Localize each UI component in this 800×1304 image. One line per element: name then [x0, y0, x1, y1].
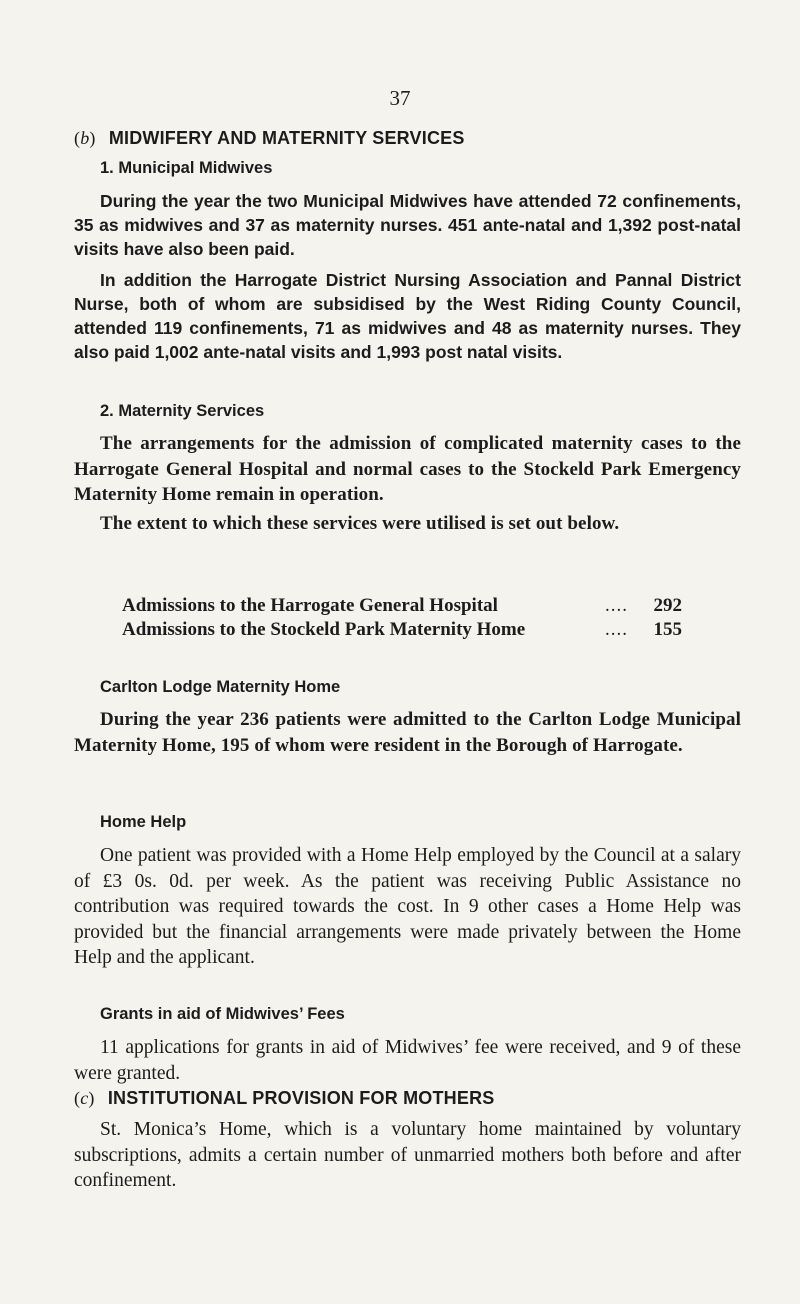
section-heading-c — [74, 1088, 495, 1109]
admissions-label: Admissions to the Harrogate General Hospital — [122, 595, 498, 616]
admissions-value: 155 — [653, 619, 682, 640]
leader-dots: .... — [605, 619, 628, 640]
paragraph-institutional: St. Monica’s Home, which is a voluntary home maintained by voluntary subscriptions, admits a certain number of unmarried mothers both before and after confinement. — [74, 1119, 741, 1191]
page-number: 37 — [389, 86, 411, 110]
sub-heading-home-help: Home Help — [100, 813, 187, 831]
paragraph-midwives-1: During the year the two Municipal Midwives have attended 72 confinements, 35 as midwives and 37 as maternity nurses. 451 ante-natal and 1,392 post-natal visits have also been paid. — [74, 191, 741, 259]
sub-heading-carlton-lodge: Carlton Lodge Maternity Home — [100, 678, 341, 696]
section-letter: (c) — [74, 1088, 95, 1108]
section-heading-b — [74, 128, 465, 149]
admissions-value: 292 — [653, 595, 682, 616]
admissions-row — [122, 618, 682, 642]
leader-dots: .... — [605, 595, 628, 616]
paragraph-carlton-lodge: During the year 236 patients were admitted to the Carlton Lodge Municipal Maternity Home, 195 of whom were resident in the Borough of Harrogate. — [74, 709, 741, 756]
sub-heading-municipal-midwives: 1. Municipal Midwives — [100, 159, 273, 177]
admissions-list — [122, 594, 682, 642]
paragraph-grants: 11 applications for grants in aid of Midwives’ fee were received, and 9 of these were granted. — [74, 1037, 741, 1084]
paragraph-midwives-2: In addition the Harrogate District Nursing Association and Pannal District Nurse, both of whom are subsidised by the West Riding County Council, attended 119 confinements, 71 as midwives and 48 as maternity nurses. They also paid 1,002 ante-natal visits and 1,993 post natal visits. — [74, 270, 741, 362]
section-title: INSTITUTIONAL PROVISION FOR MOTHERS — [107, 1088, 495, 1108]
section-title: MIDWIFERY AND MATERNITY SERVICES — [108, 128, 465, 148]
admissions-row — [122, 594, 682, 618]
paragraph-maternity-2: The extent to which these services were utilised is set out below. — [100, 513, 620, 534]
sub-heading-maternity-services: 2. Maternity Services — [100, 402, 265, 420]
paragraph-maternity-1: The arrangements for the admission of complicated maternity cases to the Harrogate General Hospital and normal cases to the Stockeld Park Emergency Maternity Home remain in operation. — [74, 433, 741, 505]
section-letter: (b) — [74, 128, 96, 148]
paragraph-home-help: One patient was provided with a Home Help employed by the Council at a salary of £3 0s. 0d. per week. As the patient was receiving Public Assistance no contribution was required towards the cost. In 9 other cases a Home Help was provided but the financial arrangements were made privately between the Home Help and the applicant. — [74, 845, 741, 968]
admissions-label: Admissions to the Stockeld Park Maternity Home — [122, 619, 526, 640]
sub-heading-grants: Grants in aid of Midwives’ Fees — [100, 1005, 345, 1023]
